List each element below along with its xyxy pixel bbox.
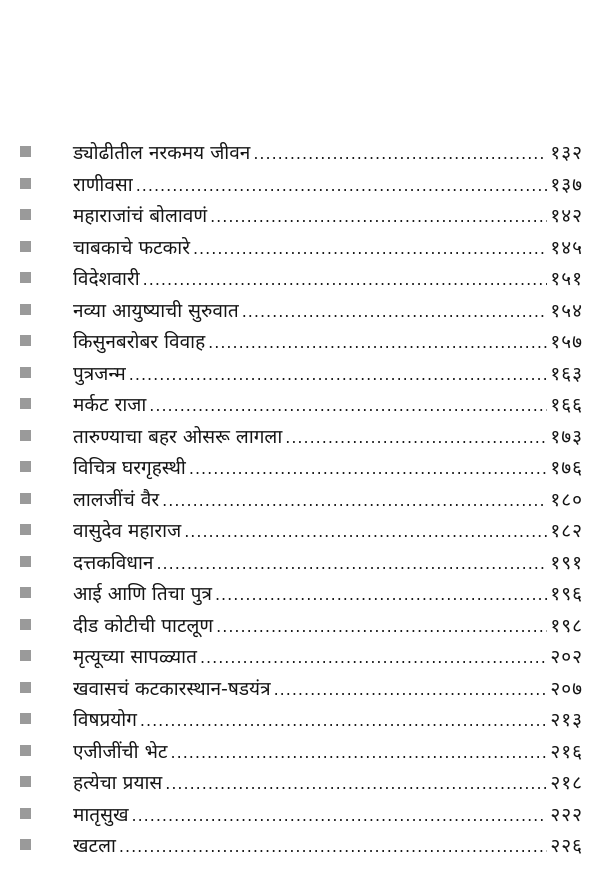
dot-leader [119, 831, 547, 863]
toc-entry [0, 642, 600, 674]
page-number: १५७ [550, 331, 583, 353]
dot-leader [136, 170, 548, 202]
toc-entry-line [73, 422, 583, 454]
toc-entry [0, 579, 600, 611]
square-bullet-icon [20, 776, 31, 787]
dot-leader [215, 579, 547, 611]
dot-leader [242, 296, 548, 328]
toc-entry [0, 453, 600, 485]
toc-entry [0, 768, 600, 800]
square-bullet-icon [20, 745, 31, 756]
square-bullet-icon [20, 556, 31, 567]
chapter-title: दत्तकविधान [73, 551, 154, 574]
toc-entry [0, 705, 600, 737]
toc-entry [0, 611, 600, 643]
toc-entry-line [73, 642, 583, 674]
dot-leader [216, 611, 547, 643]
dot-leader [149, 390, 547, 422]
dot-leader [285, 422, 547, 454]
page-number: १५४ [550, 299, 583, 322]
chapter-title: खवासचं कटकारस्थान-षडयंत्र [73, 677, 271, 700]
chapter-title: पुत्रजन्म [73, 362, 126, 385]
table-of-contents [0, 138, 600, 863]
page-number: २२२ [550, 803, 583, 826]
chapter-title: विषप्रयोग [73, 709, 137, 731]
toc-entry [0, 264, 600, 296]
page-number: १८२ [550, 520, 583, 542]
dot-leader [184, 516, 547, 548]
square-bullet-icon [20, 461, 31, 472]
chapter-title: मर्कट राजा [73, 394, 147, 416]
dot-leader [274, 674, 548, 706]
square-bullet-icon [20, 524, 31, 535]
chapter-title: किसुनबरोबर विवाह [73, 331, 206, 353]
page-number: १६३ [550, 362, 583, 385]
chapter-title: लालजींचं वैर [73, 488, 160, 511]
dot-leader [162, 485, 547, 517]
chapter-title: वासुदेव महाराज [73, 520, 182, 542]
toc-entry [0, 737, 600, 769]
page-number: २१६ [550, 740, 583, 763]
toc-entry [0, 390, 600, 422]
toc-entry-line [73, 390, 583, 422]
toc-entry-line [73, 705, 583, 737]
chapter-title: हत्येचा प्रयास [73, 772, 163, 794]
toc-entry [0, 485, 600, 517]
toc-entry-line [73, 800, 583, 832]
dot-leader [210, 201, 547, 233]
page-number: २०७ [550, 677, 583, 700]
chapter-title: तारुण्याचा बहर ओसरू लागला [73, 425, 283, 448]
chapter-title: महाराजांचं बोलावणं [73, 205, 208, 227]
chapter-title: विचित्र घरगृहस्थी [73, 457, 186, 479]
page-number: १४५ [550, 236, 583, 259]
toc-entry-line [73, 170, 583, 202]
page-number: १७३ [550, 425, 583, 448]
toc-entry-line [73, 201, 583, 233]
toc-entry-line [73, 453, 583, 485]
page-number: २२६ [550, 835, 583, 857]
square-bullet-icon [20, 493, 31, 504]
toc-entry-line [73, 831, 583, 863]
toc-entry-line [73, 674, 583, 706]
square-bullet-icon [20, 209, 31, 220]
toc-entry [0, 800, 600, 832]
page-number: २०२ [550, 646, 583, 668]
toc-entry-line [73, 579, 583, 611]
toc-entry-line [73, 264, 583, 296]
square-bullet-icon [20, 713, 31, 724]
toc-entry-line [73, 138, 583, 170]
square-bullet-icon [20, 587, 31, 598]
square-bullet-icon [20, 178, 31, 189]
toc-entry [0, 138, 600, 170]
page-number: १५१ [550, 268, 583, 290]
dot-leader [165, 768, 547, 800]
square-bullet-icon [20, 839, 31, 850]
dot-leader [156, 548, 547, 580]
square-bullet-icon [20, 367, 31, 378]
page-number: १६६ [550, 394, 583, 416]
square-bullet-icon [20, 650, 31, 661]
page-number: १३७ [550, 173, 583, 196]
page-number: १४२ [550, 205, 583, 227]
square-bullet-icon [20, 682, 31, 693]
toc-entry-line [73, 485, 583, 517]
toc-entry [0, 233, 600, 265]
toc-entry-line [73, 611, 583, 643]
page-number: १८० [550, 488, 583, 511]
chapter-title: चाबकाचे फटकारे [73, 236, 190, 259]
chapter-title: आई आणि तिचा पुत्र [73, 583, 212, 605]
toc-entry-line [73, 327, 583, 359]
square-bullet-icon [20, 619, 31, 630]
toc-entry-line [73, 359, 583, 391]
toc-entry-line [73, 296, 583, 328]
dot-leader [253, 138, 547, 170]
square-bullet-icon [20, 430, 31, 441]
page-number: १३२ [550, 142, 583, 164]
toc-entry-line [73, 548, 583, 580]
toc-entry-line [73, 768, 583, 800]
page-number: १९६ [550, 583, 583, 605]
toc-entry [0, 327, 600, 359]
dot-leader [193, 233, 547, 265]
chapter-title: दीड कोटीची पाटलूण [73, 614, 214, 637]
toc-entry [0, 201, 600, 233]
square-bullet-icon [20, 272, 31, 283]
toc-entry-line [73, 233, 583, 265]
dot-leader [208, 327, 547, 359]
square-bullet-icon [20, 241, 31, 252]
dot-leader [189, 453, 548, 485]
toc-entry [0, 516, 600, 548]
chapter-title: मृत्यूच्या सापळ्यात [73, 646, 197, 668]
square-bullet-icon [20, 304, 31, 315]
toc-entry [0, 548, 600, 580]
toc-entry [0, 831, 600, 863]
page-number: १७६ [550, 457, 583, 479]
page-number: २१८ [550, 772, 583, 794]
chapter-title: मातृसुख [73, 803, 129, 826]
dot-leader [129, 359, 548, 391]
page-number: २१३ [550, 709, 583, 731]
chapter-title: राणीवसा [73, 173, 133, 196]
square-bullet-icon [20, 335, 31, 346]
toc-entry [0, 170, 600, 202]
toc-entry-line [73, 516, 583, 548]
chapter-title: ड्योढीतील नरकमय जीवन [73, 142, 251, 164]
dot-leader [143, 264, 548, 296]
chapter-title: नव्या आयुष्याची सुरुवात [73, 299, 239, 322]
square-bullet-icon [20, 146, 31, 157]
dot-leader [200, 642, 547, 674]
toc-entry [0, 359, 600, 391]
toc-entry [0, 674, 600, 706]
chapter-title: विदेशवारी [73, 268, 140, 290]
toc-entry-line [73, 737, 583, 769]
dot-leader [171, 737, 548, 769]
page-number: १९८ [550, 614, 583, 637]
toc-entry [0, 422, 600, 454]
chapter-title: एजीजींची भेट [73, 740, 168, 763]
chapter-title: खटला [73, 835, 116, 857]
square-bullet-icon [20, 398, 31, 409]
toc-entry [0, 296, 600, 328]
page-number: १९१ [550, 551, 583, 574]
dot-leader [132, 800, 548, 832]
dot-leader [140, 705, 547, 737]
square-bullet-icon [20, 808, 31, 819]
